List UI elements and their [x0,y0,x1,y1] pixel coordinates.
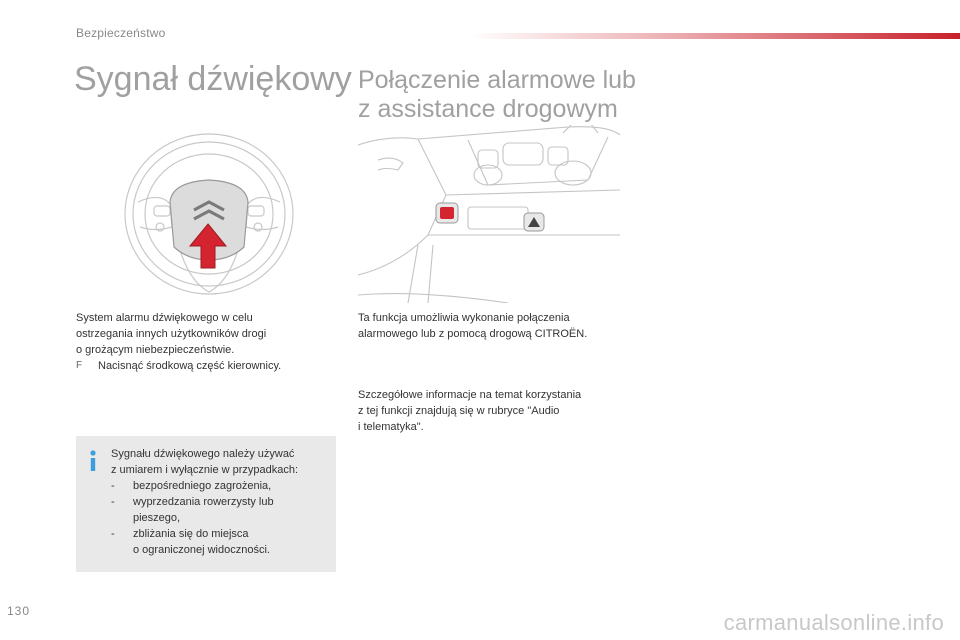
info-item-1 [111,478,298,494]
emergency-description [358,310,638,342]
horn-desc-line2: ostrzegania innych użytkowników drogi [76,328,267,340]
emergency-details-line1: Szczegółowe informacje na temat korzystania [358,389,582,401]
emergency-call-title-line2: z assistance drogowym [358,95,618,123]
info-item-3-cont [111,542,298,558]
info-item-2-text-cont: pieszego, [133,512,181,524]
emergency-details-line2: z tej funkcji znajdują się w rubryce "Audio [358,405,560,417]
header-rule [470,33,960,39]
dash-bullet: - [111,496,115,508]
info-item-2 [111,494,298,510]
dash-bullet: - [111,480,115,492]
emergency-call-title-line1: Połączenie alarmowe lub [358,66,636,94]
info-item-1-text: bezpośredniego zagrożenia, [133,480,272,492]
horn-instruction-text: Nacisnąć środkową część kierownicy. [98,360,282,372]
emergency-details-line3: i telematyka". [358,421,424,433]
info-text [111,446,298,558]
ceiling-console-illustration [358,125,620,303]
arrow-up-icon [188,222,228,270]
watermark: carmanualsonline.info [723,610,944,635]
section-label: Bezpieczeństwo [76,26,166,40]
emergency-desc-line1: Ta funkcja umożliwia wykonanie połączenia [358,312,570,324]
emergency-details [358,387,638,435]
info-item-2-text: wyprzedzania rowerzysty lub [133,496,274,508]
sos-button-icon [440,207,454,219]
emergency-desc-line2: alarmowego lub z pomocą drogową CITROËN. [358,328,588,340]
info-item-3-text-cont: o ograniczonej widoczności. [133,544,270,556]
info-item-2-cont [111,510,298,526]
horn-info-box [76,436,336,572]
info-item-3-text: zbliżania się do miejsca [133,528,249,540]
horn-instruction [76,358,326,374]
dash-bullet: - [111,528,115,540]
steering-wheel-illustration [120,132,298,302]
horn-desc-line1: System alarmu dźwiękowego w celu [76,312,253,324]
instruction-bullet: F [76,360,83,371]
horn-description [76,310,326,374]
horn-title: Sygnał dźwiękowy [74,60,352,98]
info-item-3 [111,526,298,542]
page-number: 130 [7,604,31,618]
horn-desc-line3: o grożącym niebezpieczeństwie. [76,344,235,356]
emergency-call-title [358,66,658,124]
info-line2: z umiarem i wyłącznie w przypadkach: [111,464,299,476]
info-icon [88,450,98,472]
info-line1: Sygnału dźwiękowego należy używać [111,448,295,460]
